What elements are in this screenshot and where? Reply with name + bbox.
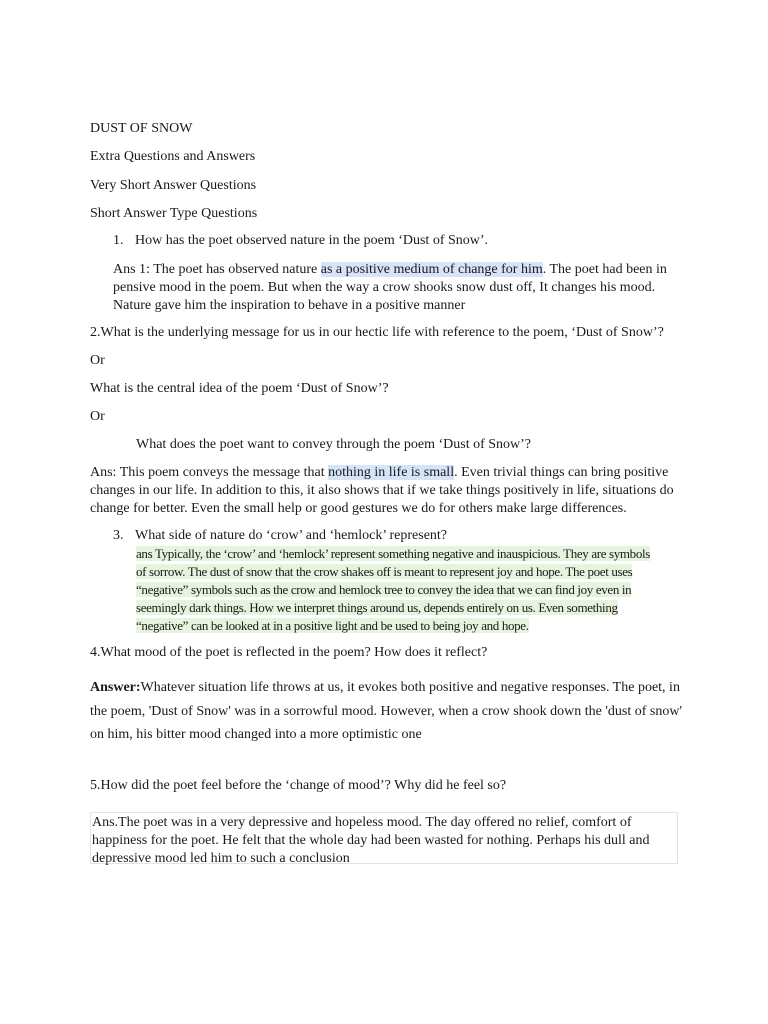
q4-answer-line-1: Answer:Whatever situation life throws at us, it evokes both positive and negative responses. The poet, in	[90, 680, 680, 695]
q5-answer-line-1: Ans.The poet was in a very depressive and hopeless mood. The day offered no relief, comfort of	[92, 815, 632, 830]
doc-title: DUST OF SNOW	[90, 121, 193, 136]
q2-answer-line-1: Ans: This poem conveys the message that nothing in life is small. Even trivial things can bring positive	[90, 465, 669, 480]
q4-answer-line-2: the poem, 'Dust of Snow' was in a sorrowful mood. However, when a crow shook down the 'dust of snow'	[90, 703, 682, 719]
q3-question-row	[113, 527, 447, 545]
q3-answer-line-5: “negative” can be looked at in a positive light and be used to being joy and hope.	[136, 618, 529, 633]
q1-answer-line-2: pensive mood in the poem. But when the way a crow shooks snow dust off, It changes his mood.	[113, 280, 656, 295]
q3-answer-line-1: ans Typically, the ‘crow’ and ‘hemlock’ represent something negative and inauspicious. They are symbols	[136, 546, 650, 561]
section-very-short: Very Short Answer Questions	[90, 178, 257, 193]
q1-answer-line-1: Ans 1: The poet has observed nature as a positive medium of change for him. The poet had been in	[113, 262, 667, 277]
q2-answer	[90, 464, 674, 518]
q3-answer	[136, 545, 650, 635]
q3-number: 3.	[113, 528, 124, 543]
q3-answer-line-2: of sorrow. The dust of snow that the crow shakes off is meant to represent joy and hope. The poet uses	[136, 564, 633, 579]
q1-question-row	[113, 232, 488, 250]
q4-answer	[90, 676, 682, 747]
q4-question: 4.What mood of the poet is reflected in the poem? How does it reflect?	[90, 645, 488, 660]
q5-answer-line-2: happiness for the poet. He felt that the whole day had been wasted for nothing. Perhaps his dull and	[92, 833, 650, 848]
q5-answer-box	[90, 812, 678, 864]
q4-answer-line-3: on him, his bitter mood changed into a more optimistic one	[90, 727, 422, 742]
q3-question: What side of nature do ‘crow’ and ‘hemlock’ represent?	[135, 528, 448, 543]
q2-answer-highlight: nothing in life is small	[328, 465, 455, 480]
q3-answer-line-4: seemingly dark things. How we interpret things around us, depends entirely on us. Even something	[136, 600, 618, 615]
q5-question: 5.How did the poet feel before the ‘change of mood’? Why did he feel so?	[90, 778, 507, 793]
q2-or-1: Or	[90, 353, 105, 368]
q5-answer-line-3: depressive mood led him to such a conclusion	[92, 851, 350, 866]
q1-answer-line-3: Nature gave him the inspiration to behave in a positive manner	[113, 298, 466, 313]
q2-alt-question-1: What is the central idea of the poem ‘Dust of Snow’?	[90, 381, 389, 396]
q2-answer-line-3: change for better. Even the small help or good gestures we do for others make large differences.	[90, 501, 627, 516]
q1-question: How has the poet observed nature in the poem ‘Dust of Snow’.	[135, 233, 489, 248]
q1-answer-highlight: as a positive medium of change for him	[320, 262, 543, 277]
q2-alt-question-2: What does the poet want to convey through the poem ‘Dust of Snow’?	[136, 437, 532, 452]
section-short: Short Answer Type Questions	[90, 206, 258, 221]
q4-answer-label: Answer:	[90, 680, 141, 695]
q2-or-2: Or	[90, 409, 105, 424]
q2-question: 2.What is the underlying message for us in our hectic life with reference to the poem, ‘Dust of Snow’?	[90, 325, 664, 340]
doc-subtitle: Extra Questions and Answers	[90, 149, 256, 164]
q1-number: 1.	[113, 233, 124, 248]
q1-answer	[113, 261, 667, 315]
q3-answer-line-3: “negative” symbols such as the crow and hemlock tree to convey the idea that we can find joy even in	[136, 582, 632, 597]
q2-answer-line-2: changes in our life. In addition to this, it also shows that if we take things positively in life, situations do	[90, 483, 674, 498]
